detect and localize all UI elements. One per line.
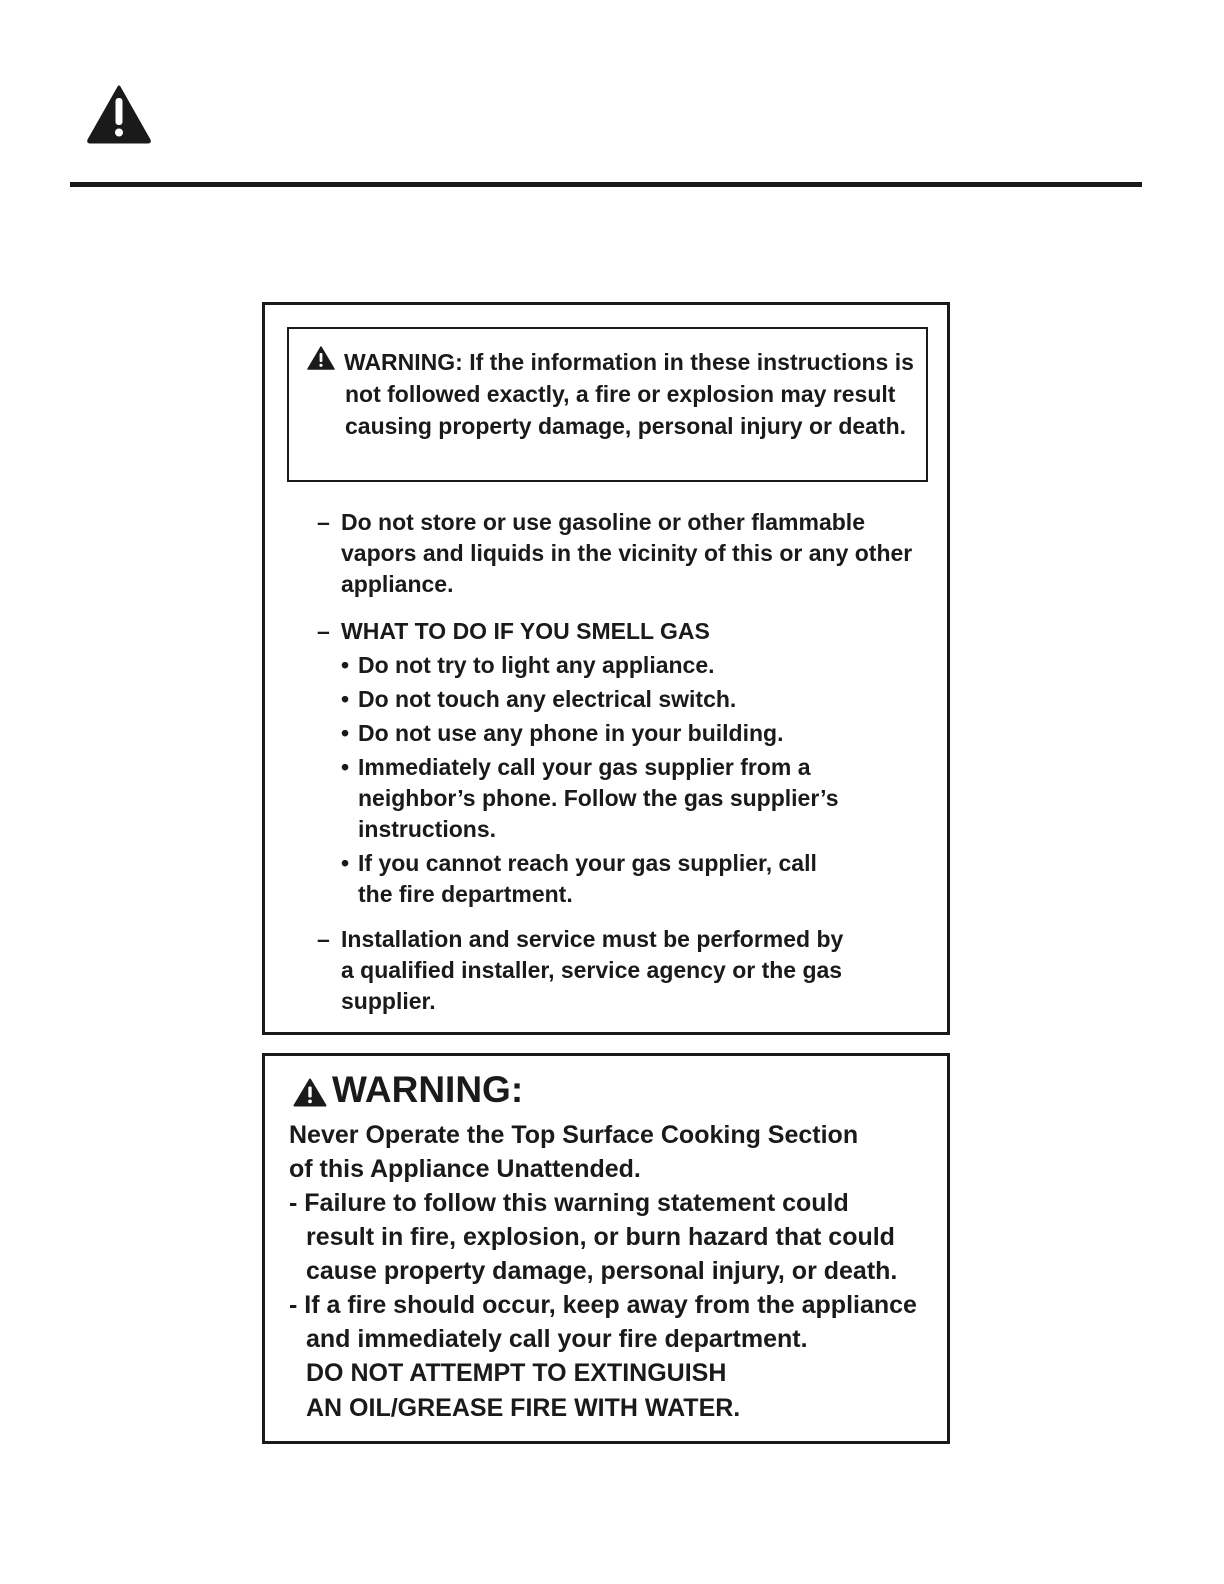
warning-line: - If a fire should occur, keep away from the appliance bbox=[289, 1291, 917, 1319]
warning-line: - Failure to follow this warning statement could bbox=[289, 1189, 849, 1217]
list-item bbox=[341, 848, 848, 910]
installation-text: Installation and service must be performed by a qualified installer, service agency or the gas supplier. bbox=[341, 926, 844, 1014]
warning-line: result in fire, explosion, or burn hazard that could bbox=[306, 1223, 895, 1251]
dash-marker: – bbox=[317, 618, 330, 644]
bullet-marker: • bbox=[341, 652, 350, 678]
list-item bbox=[317, 616, 917, 647]
flammable-vapors-text: Do not store or use gasoline or other flammable vapors and liquids in the vicinity of this or any other appliance. bbox=[341, 509, 913, 597]
smell-gas-steps bbox=[341, 650, 901, 913]
smell-gas-heading: WHAT TO DO IF YOU SMELL GAS bbox=[341, 618, 710, 644]
header-divider bbox=[70, 182, 1142, 187]
warning-title: WARNING: bbox=[332, 1069, 524, 1110]
list-item bbox=[317, 924, 847, 1017]
step-text: Do not touch any electrical switch. bbox=[358, 686, 737, 712]
warning-line: and immediately call your fire department. bbox=[306, 1325, 808, 1353]
gas-warning-notice bbox=[287, 327, 928, 482]
bullet-marker: • bbox=[341, 686, 350, 712]
caps-warning-line: AN OIL/GREASE FIRE WITH WATER. bbox=[306, 1394, 741, 1422]
list-item bbox=[341, 684, 901, 715]
gas-warning-text: WARNING: If the information in these instructions is not followed exactly, a fire or explosion may result causing property damage, personal injury or death. bbox=[344, 349, 914, 439]
warning-triangle-icon bbox=[86, 84, 152, 144]
warning-triangle-icon bbox=[293, 1078, 327, 1107]
warning-line: cause property damage, personal injury, or death. bbox=[306, 1257, 898, 1285]
step-text: If you cannot reach your gas supplier, call the fire department. bbox=[358, 850, 817, 907]
step-text: Do not use any phone in your building. bbox=[358, 720, 784, 746]
list-item bbox=[341, 752, 858, 845]
list-item bbox=[341, 650, 901, 681]
dash-marker: – bbox=[317, 509, 330, 535]
bullet-marker: • bbox=[341, 850, 350, 876]
step-text: Do not try to light any appliance. bbox=[358, 652, 715, 678]
caps-warning-line: DO NOT ATTEMPT TO EXTINGUISH bbox=[306, 1359, 727, 1387]
list-item bbox=[341, 718, 901, 749]
dash-marker: – bbox=[317, 926, 330, 952]
cooktop-warning-body bbox=[289, 1118, 939, 1426]
cooktop-warning-box bbox=[262, 1053, 950, 1444]
warning-line: of this Appliance Unattended. bbox=[289, 1155, 641, 1183]
step-text: Immediately call your gas supplier from a neighbor’s phone. Follow the gas supplier’s instructions. bbox=[358, 754, 839, 842]
warning-triangle-icon bbox=[307, 346, 335, 370]
list-item bbox=[317, 507, 917, 600]
bullet-marker: • bbox=[341, 720, 350, 746]
gas-safety-box bbox=[262, 302, 950, 1035]
warning-line: Never Operate the Top Surface Cooking Section bbox=[289, 1121, 859, 1149]
bullet-marker: • bbox=[341, 754, 350, 780]
